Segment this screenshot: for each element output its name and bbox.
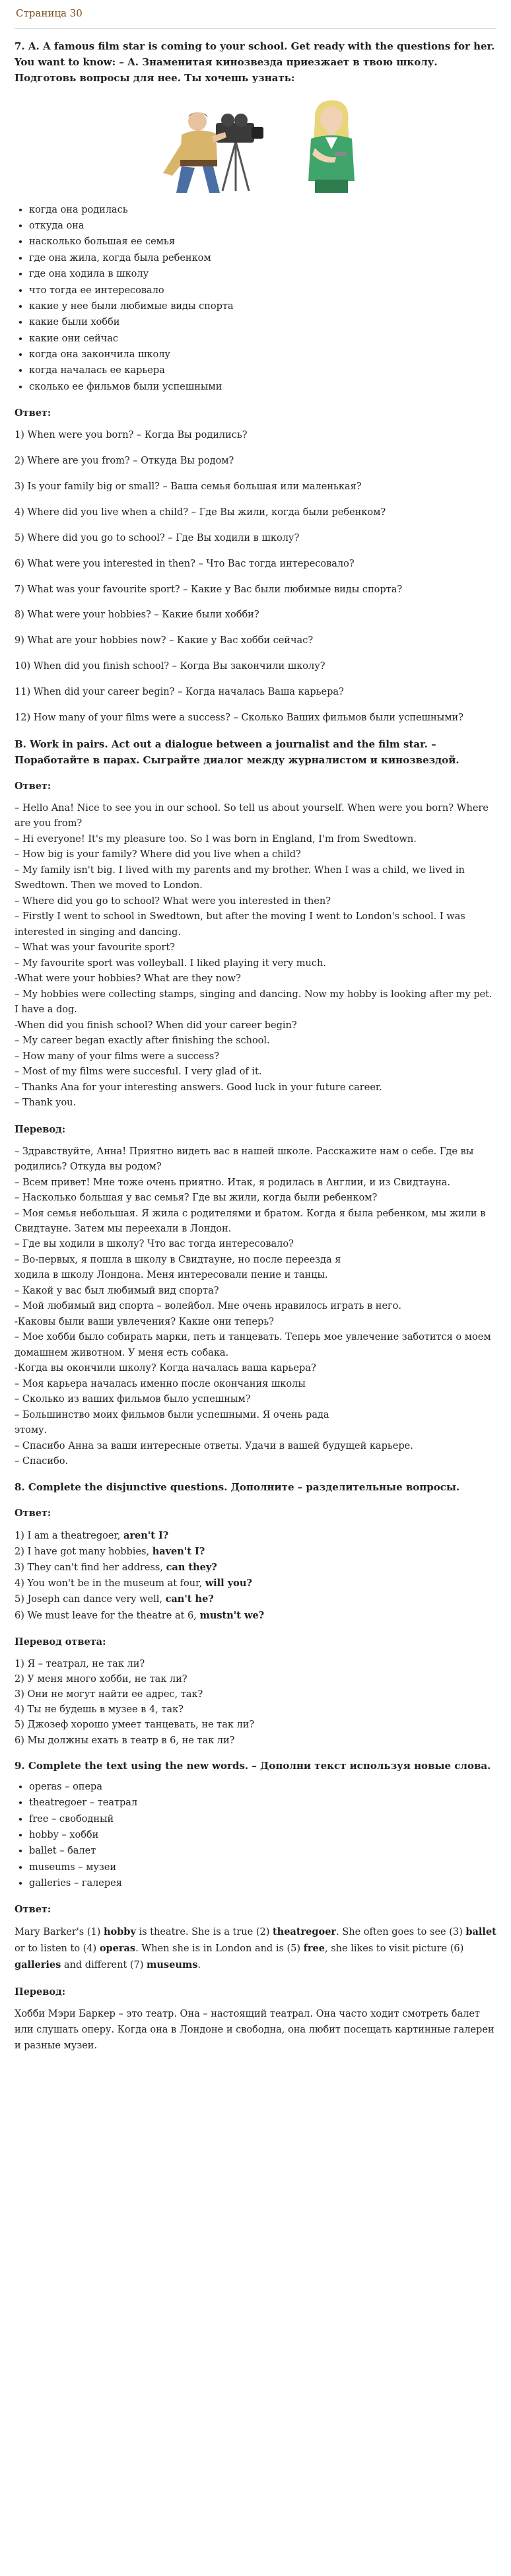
- translation-line: – Здравствуйте, Анна! Приятно видеть вас в нашей школе. Расскажите нам о себе. Где вы родились? Откуда вы родом?: [15, 1146, 474, 1173]
- dialogue-line: – Most of my films were succesful. I very glad of it.: [15, 1066, 262, 1078]
- dialogue-line: – What was your favourite sport?: [15, 942, 175, 954]
- answer-line: 1) I am a theatregoer, aren't I?: [15, 1529, 169, 1541]
- illustration-row: [15, 95, 496, 194]
- answer-line: 5) Where did you go to school? – Где Вы ходили в школу?: [15, 532, 300, 543]
- dialogue-line: – Where did you go to school? What were you interested in then?: [15, 895, 331, 907]
- answer-line: 9) What are your hobbies now? – Какие у Вас хобби сейчас?: [15, 635, 314, 646]
- list-item: • когда она родилась: [29, 202, 496, 218]
- list-item: • где она жила, когда была ребенком: [29, 250, 496, 266]
- dialogue-line: – Thanks Ana for your interesting answers. Good luck in your future career.: [15, 1082, 382, 1093]
- translation-line: – Во-первых, я пошла в школу в Свидтауне, но после переезда я: [15, 1254, 341, 1265]
- translation-line: – Моя карьера началась именно после окончания школы: [15, 1378, 306, 1389]
- list-item: • какие были хобби: [29, 314, 496, 330]
- translation-line: 1) Я – театрал, не так ли?: [15, 1658, 145, 1669]
- answer-line: 3) They can't find her address, can they?: [15, 1562, 217, 1574]
- list-item: • ballet – балет: [29, 1843, 496, 1859]
- dialogue-line: – Hi everyone! It's my pleasure too. So I was born in England, I'm from Swedtown.: [15, 833, 417, 845]
- exercise-7-topic-list: [15, 202, 496, 395]
- list-item: • museums – музеи: [29, 1860, 496, 1875]
- translation-line: 4) Ты не будешь в музее в 4, так?: [15, 1704, 184, 1716]
- dialogue-line: – Thank you.: [15, 1097, 77, 1109]
- answer-line: 10) When did you finish school? – Когда Вы закончили школу?: [15, 661, 325, 672]
- answer-line: 6) We must leave for the theatre at 6, mustn't we?: [15, 1609, 265, 1621]
- answer-line: 6) What were you interested in then? – Что Вас тогда интересовало?: [15, 558, 355, 569]
- dialogue-line: – My favourite sport was volleyball. I liked playing it very much.: [15, 957, 326, 969]
- translation-line: 5) Джозеф хорошо умеет танцевать, не так ли?: [15, 1720, 255, 1731]
- translation-line: – Большинство моих фильмов были успешными. Я очень рада: [15, 1409, 329, 1420]
- exercise-8-answer-label: Ответ:: [15, 1507, 51, 1519]
- exercise-7-answer-label: Ответ:: [15, 407, 51, 419]
- translation-line: -Когда вы окончили школу? Когда началась ваша карьера?: [15, 1363, 316, 1374]
- dialogue-line: -When did you finish school? When did your career begin?: [15, 1020, 297, 1031]
- exercise-8-answers: [15, 1528, 496, 1624]
- list-item: • когда она закончила школу: [29, 347, 496, 363]
- list-item: • сколько ее фильмов были успешными: [29, 379, 496, 395]
- translation-line: ходила в школу Лондона. Меня интересовали пение и танцы.: [15, 1270, 328, 1281]
- exercise-9-translation-label: Перевод:: [15, 1986, 66, 1998]
- list-item: • hobby – хобби: [29, 1827, 496, 1843]
- exercise-7b-title: B. Work in pairs. Act out a dialogue between a journalist and the film star. – Поработайте в парах. Сыграйте диалог между журналистом и кинозвездой.: [15, 738, 460, 767]
- exercise-9-word-list: [15, 1779, 496, 1892]
- exercise-8-translation: [15, 1657, 496, 1749]
- list-item: • где она ходила в школу: [29, 266, 496, 282]
- exercise-7b-translation-label: Перевод:: [15, 1123, 66, 1135]
- exercise-8-translation-label: Перевод ответа:: [15, 1636, 106, 1648]
- translation-line: 2) У меня много хобби, не так ли?: [15, 1673, 187, 1685]
- header-divider: [15, 28, 496, 29]
- translation-line: этому.: [15, 1425, 48, 1436]
- page-label: Страница 30: [16, 7, 83, 19]
- answer-line: 2) Where are you from? – Откуда Вы родом?: [15, 455, 234, 466]
- dialogue-line: -What were your hobbies? What are they now?: [15, 973, 241, 985]
- translation-line: – Мое хобби было собирать марки, петь и танцевать. Теперь мое увлечение заботится о моем домашнем животном. У меня есть собака.: [15, 1332, 491, 1358]
- translation-line: – Где вы ходили в школу? Что вас тогда интересовало?: [15, 1239, 294, 1250]
- list-item: • galleries – галерея: [29, 1875, 496, 1891]
- cameraman-illustration: [143, 95, 269, 194]
- translation-line: – Всем привет! Мне тоже очень приятно. Итак, я родилась в Англии, и из Свидтауна.: [15, 1177, 450, 1188]
- dialogue-line: – Hello Ana! Nice to see you in our school. So tell us about yourself. When were you born? Where are you from?: [15, 802, 489, 829]
- translation-line: 3) Они не могут найти ее адрес, так?: [15, 1689, 203, 1700]
- list-item: • когда началась ее карьера: [29, 363, 496, 378]
- list-item: • operas – опера: [29, 1779, 496, 1795]
- list-item: • theatregoer – театрал: [29, 1795, 496, 1811]
- translation-line: – Моя семья небольшая. Я жила с родителями и братом. Когда я была ребенком, мы жили в Свидтауне. Затем мы переехали в Лондон.: [15, 1208, 486, 1234]
- translation-line: – Мой любимый вид спорта – волейбол. Мне очень нравилось играть в него.: [15, 1301, 401, 1312]
- dialogue-line: – How many of your films were a success?: [15, 1051, 220, 1062]
- translation-line: – Какой у вас был любимый вид спорта?: [15, 1285, 219, 1296]
- exercise-9-translation-text: Хобби Мэри Баркер – это театр. Она – настоящий театрал. Она часто ходит смотреть балет или слушать оперу. Когда она в Лондоне и свободна, она любит посещать картинные галереи и разные музеи.: [15, 2008, 494, 2051]
- translation-line: – Сколько из ваших фильмов было успешным?: [15, 1394, 251, 1405]
- exercise-9-title: 9. Complete the text using the new words. – Дополни текст используя новые слова.: [15, 1759, 491, 1772]
- exercise-9-answer-label: Ответ:: [15, 1904, 51, 1916]
- dialogue-line: – My career began exactly after finishing the school.: [15, 1035, 270, 1047]
- answer-line: 12) How many of your films were a success? – Сколько Ваших фильмов были успешными?: [15, 713, 463, 724]
- list-item: • откуда она: [29, 218, 496, 234]
- exercise-9-answer-text: Mary Barker's (1) hobby is theatre. She is a true (2) theatregoer. She often goes to see (3) ballet or to listen to (4) operas. When she is in London and is (5) free, she likes to visit picture (6) galleries and different (7) museums.: [15, 1926, 496, 1971]
- answer-line: 2) I have got many hobbies, haven't I?: [15, 1545, 205, 1557]
- list-item: • какие у нее были любимые виды спорта: [29, 298, 496, 314]
- exercise-7-answers: [15, 428, 496, 726]
- film-star-illustration: [295, 95, 368, 194]
- dialogue-english: [15, 801, 496, 1111]
- answer-line: 8) What were your hobbies? – Какие были хобби?: [15, 609, 259, 621]
- answer-line: 5) Joseph can dance very well, can't he?: [15, 1593, 214, 1605]
- answer-line: 4) Where did you live when a child? – Где Вы жили, когда были ребенком?: [15, 506, 386, 518]
- dialogue-line: – My hobbies were collecting stamps, singing and dancing. Now my hobby is looking after my pet. I have a dog.: [15, 989, 493, 1016]
- dialogue-translation: [15, 1144, 496, 1470]
- answer-line: 11) When did your career begin? – Когда началась Ваша карьера?: [15, 687, 344, 698]
- exercise-8-title: 8. Complete the disjunctive questions. Дополните – разделительные вопросы.: [15, 1480, 460, 1493]
- translation-line: – Спасибо.: [15, 1456, 69, 1467]
- answer-line: 7) What was your favourite sport? – Какие у Вас были любимые виды спорта?: [15, 584, 403, 595]
- translation-line: 6) Мы должны ехать в театр в 6, не так ли?: [15, 1735, 235, 1746]
- exercise-7-title: 7. A. A famous film star is coming to your school. Get ready with the questions for her. You want to know: – A. Знаменитая кинозвезда приезжает в твою школу. Подготовь вопросы для нее. Ты хочешь узнать:: [15, 40, 495, 84]
- list-item: • насколько большая ее семья: [29, 234, 496, 250]
- list-item: • free – свободный: [29, 1811, 496, 1827]
- translation-line: -Каковы были ваши увлечения? Какие они теперь?: [15, 1316, 274, 1327]
- exercise-7b-answer-label: Ответ:: [15, 781, 51, 792]
- translation-line: – Насколько большая у вас семья? Где вы жили, когда были ребенком?: [15, 1193, 378, 1204]
- translation-line: – Спасибо Анна за ваши интересные ответы. Удачи в вашей будущей карьере.: [15, 1440, 413, 1451]
- answer-line: 1) When were you born? – Когда Вы родились?: [15, 429, 248, 440]
- answer-line: 3) Is your family big or small? – Ваша семья большая или маленькая?: [15, 481, 362, 492]
- dialogue-line: – Firstly I went to school in Swedtown, but after the moving I went to London's school. I was interested in singing and dancing.: [15, 911, 465, 938]
- list-item: • что тогда ее интересовало: [29, 283, 496, 298]
- answer-line: 4) You won't be in the museum at four, will you?: [15, 1578, 252, 1589]
- dialogue-line: – How big is your family? Where did you live when a child?: [15, 849, 301, 860]
- list-item: • какие они сейчас: [29, 331, 496, 347]
- dialogue-line: – My family isn't big. I lived with my parents and my brother. When I was a child, we lived in Swedtown. Then we moved to London.: [15, 864, 465, 891]
